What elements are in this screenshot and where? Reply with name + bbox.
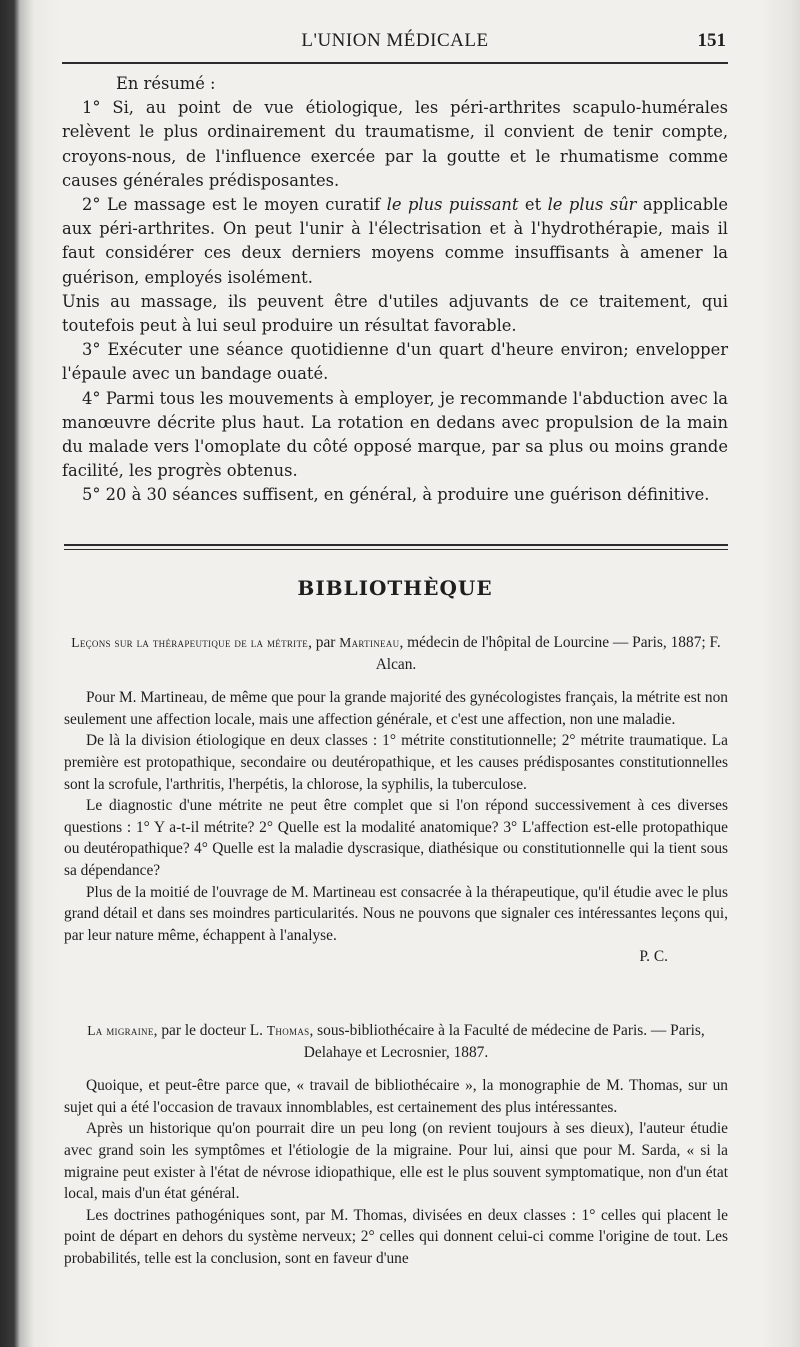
review-2-paragraph: Les doctrines pathogéniques sont, par M. Thomas, divisées en deux classes : 1° celles qui placent le point de départ en dehors du système nerveux; 2° celles qui donnent celui-ci comme l'origine de tout. Les probabilités, telle est la conclusion, sont en faveur d'une [64,1206,728,1267]
section-rule-bottom [64,549,728,550]
review-1-paragraph: Pour M. Martineau, de même que pour la grande majorité des gynécologistes français, la métrite est non seulement une affection locale, mais une affection générale, et c'est une affection, non une maladie. [64,689,728,728]
conclusion-point-3: 3° Exécuter une séance quotidienne d'un quart d'heure environ; envelopper l'épaule avec un bandage ouaté. [62,340,728,384]
point-2-emphasis-1: le plus puissant [386,195,519,215]
review-1-paragraph: Plus de la moitié de l'ouvrage de M. Martineau est consacrée à la thérapeutique, qu'il étudie avec le plus grand détail et dans ses moindres particularités. Nous ne pouvons que signaler ces intéressantes leçons qui, par leur nature même, échappent à l'analyse. [64,883,728,944]
review-1-signature: P. C. [639,948,668,966]
review-1-paragraph: De là la division étiologique en deux classes : 1° métrite constitutionnelle; 2° métrite traumatique. La première est protopathique, secondaire ou deutéropathique, et les causes prédisposantes constitutionnelles sont la scrofule, l'arthritis, l'herpétis, la chlorose, la syphilis, la tuberculose. [64,732,728,793]
article-conclusion [62,72,728,508]
conclusion-point-4: 4° Parmi tous les mouvements à employer, je recommande l'abduction avec la manœuvre décrite plus haut. La rotation en dedans avec propulsion de la main du malade vers l'omoplate du côté opposé marque, par sa plus ou moins grande facilité, les progrès obtenus. [62,388,728,481]
review-1-paragraph: Le diagnostic d'une métrite ne peut être complet que si l'on répond successivement à ces diverses questions : 1° Y a-t-il métrite? 2° Quelle est la modalité anatomique? 3° L'affection est-elle protopathique ou deutéropathique? 4° Quelle est la maladie dyscrasique, diathésique ou constitutionnelle qui la tient sous sa dépendance? [64,797,728,879]
review-1-book-title: Leçons sur la thérapeutique de la métrite [71,635,309,650]
review-2-book-title: La migraine [87,1023,154,1038]
conclusion-point-1: 1° Si, au point de vue étiologique, les péri-arthrites scapulo-humérales relèvent le plus ordinairement du traumatisme, il convient de tenir compte, croyons-nous, de l'influence exercée par la goutte et le rhumatisme comme causes générales prédisposantes. [62,98,728,190]
review-2-heading: La migraine, par le docteur L. Thomas, sous-bibliothécaire à la Faculté de médecine de Paris. — Paris, Delahaye et Lecrosnier, 1887. [87,1022,705,1061]
review-2-paragraph: Quoique, et peut-être parce que, « travail de bibliothécaire », la monographie de M. Thomas, sur un sujet qui a été l'occasion de travaux innomblables, est certainement des plus intéressantes. [64,1077,728,1116]
review-1-author: Martineau [339,635,400,650]
point-2-emphasis-2: le plus sûr [547,195,637,215]
point-2-text-a: 2° Le massage est le moyen curatif [82,195,387,215]
review-1-heading: Leçons sur la thérapeutique de la métrite, par Martineau, médecin de l'hôpital de Lourcine — Paris, 1887; F. Alcan. [71,634,721,673]
point-2-text-b: et [518,195,548,215]
review-2-author: Thomas [266,1023,310,1038]
conclusion-intro: En résumé : [116,74,216,93]
journal-title: L'UNION MÉDICALE [301,30,489,51]
section-rule-top [64,544,728,546]
conclusion-point-2 [62,193,728,290]
conclusion-adjuvants: Unis au massage, ils peuvent être d'utiles adjuvants de ce traitement, qui toutefois peut à lui seul produire un résultat favorable. [62,291,728,336]
review-thomas [64,1020,728,1270]
review-martineau [64,632,728,968]
section-title: BIBLIOTHÈQUE [297,576,493,600]
header-rule [62,62,728,64]
point-2-text-c: applicable aux péri-arthrites. On peut l'unir à l'électrisation et à l'hydrothérapie, mais il faut considérer ces deux derniers moyens comme insuffisants à amener la guérison, employés isolément. [62,195,728,287]
conclusion-point-5: 5° 20 à 30 séances suffisent, en général, à produire une guérison définitive. [82,485,710,505]
page-number: 151 [697,30,726,51]
review-2-paragraph: Après un historique qu'on pourrait dire un peu long (on revient toujours à ses dieux), l'auteur étudie avec grand soin les symptômes et l'étiologie de la migraine. Pour lui, ainsi que pour M. Sarda, « si la migraine peut exister à l'état de névrose idiopathique, elle est le plus souvent symptomatique, non d'un état local, mais d'un état général. [64,1120,728,1203]
running-header [62,26,728,60]
